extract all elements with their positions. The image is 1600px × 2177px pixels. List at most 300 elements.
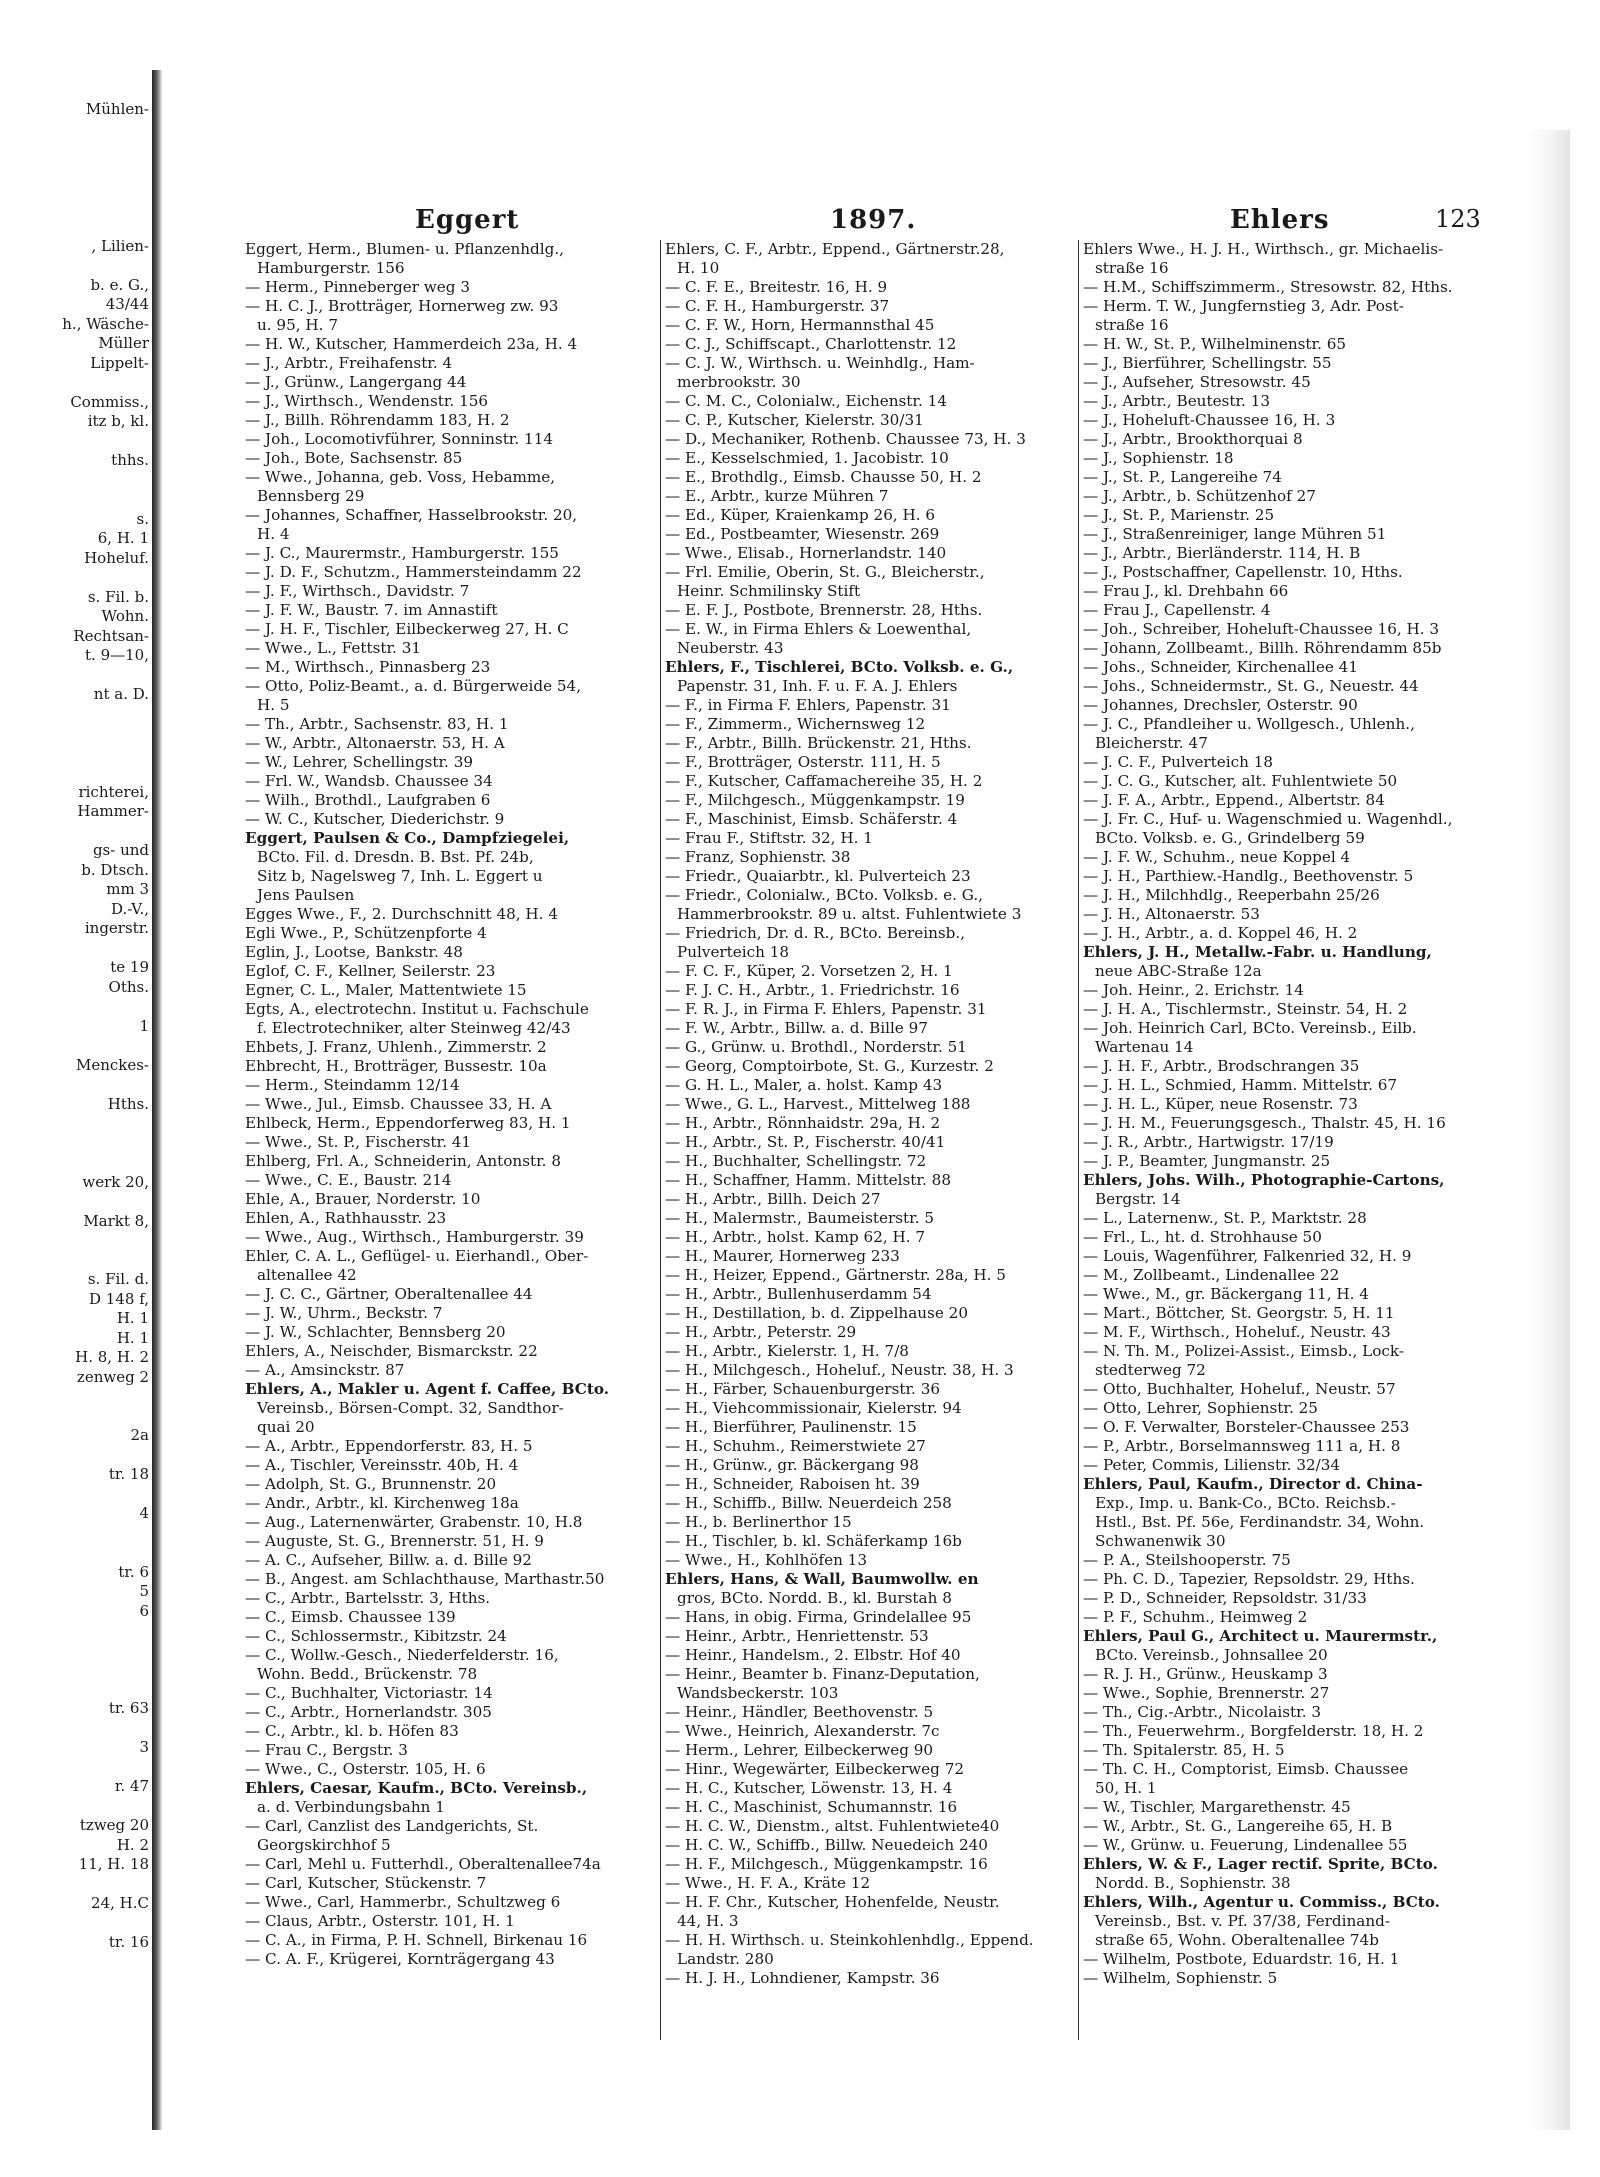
directory-entry-line: — Carl, Canzlist des Landgerichts, St. — [245, 1817, 539, 1835]
directory-entry-line: — P. F., Schuhm., Heimweg 2 — [1083, 1608, 1308, 1626]
left-page-text-fragment: H. 8, H. 2 — [75, 1348, 149, 1366]
directory-entry-line: — Wilh., Brothdl., Laufgraben 6 — [245, 791, 491, 809]
directory-entry-line: Ehlers, Johs. Wilh., Photographie-Cartons, — [1083, 1171, 1445, 1189]
directory-entry-line: — P., Arbtr., Borselmannsweg 111 a, H. 8 — [1083, 1437, 1401, 1455]
left-page-text-fragment: 1 — [139, 1016, 149, 1035]
directory-entry-line: — A. C., Aufseher, Billw. a. d. Bille 92 — [245, 1551, 532, 1569]
directory-entry-line: H. 4 — [257, 525, 290, 543]
directory-entry-line: — F. C. F., Küper, 2. Vorsetzen 2, H. 1 — [665, 962, 953, 980]
directory-entry-line: — Heinr., Händler, Beethovenstr. 5 — [665, 1703, 934, 1721]
directory-entry-line: — J. D. F., Schutzm., Hammersteindamm 22 — [245, 563, 582, 581]
directory-entry-line: — H. C. J., Brotträger, Hornerweg zw. 93 — [245, 297, 559, 315]
left-page-text-fragment — [0, 705, 155, 725]
directory-entry-line: — H., Grünw., gr. Bäckergang 98 — [665, 1456, 919, 1474]
left-page-text-fragment — [0, 120, 155, 140]
directory-entry-line: — Johannes, Schaffner, Hasselbrookstr. 20, — [245, 506, 578, 524]
directory-entry-line: — Adolph, St. G., Brunnenstr. 20 — [245, 1475, 497, 1493]
directory-entry-line: — H., Buchhalter, Schellingstr. 72 — [665, 1152, 927, 1170]
directory-entry-line: Nordd. B., Sophienstr. 38 — [1095, 1874, 1291, 1892]
directory-entry-line: — J., Sophienstr. 18 — [1083, 449, 1234, 467]
directory-entry-line: — Wwe., L., Fettstr. 31 — [245, 639, 422, 657]
left-page-text-fragment — [0, 217, 155, 237]
left-page-text-fragment — [0, 1621, 155, 1641]
directory-entry-line: — J. F., Wirthsch., Davidstr. 7 — [245, 582, 470, 600]
right-page — [170, 150, 1530, 2050]
directory-entry-line: — H., Bierführer, Paulinenstr. 15 — [665, 1418, 917, 1436]
directory-column-2 — [665, 240, 1080, 2040]
directory-entry-line: — N. Th. M., Polizei-Assist., Eimsb., Lock- — [1083, 1342, 1404, 1360]
left-page-text-fragment: thhs. — [111, 451, 149, 469]
left-page-text-fragment: H. 1 — [116, 1328, 149, 1347]
directory-entry-line: — J. Fr. C., Huf- u. Wagenschmied u. Wagenhdl., — [1083, 810, 1453, 828]
directory-entry-line: — C. F. E., Breitestr. 16, H. 9 — [665, 278, 888, 296]
directory-entry-line: Ehlers, W. & F., Lager rectif. Sprite, BCto. — [1083, 1855, 1438, 1873]
directory-entry-line: Vereinsb., Börsen-Compt. 32, Sandthor- — [257, 1399, 564, 1417]
directory-entry-line: — J., Aufseher, Stresowstr. 45 — [1083, 373, 1311, 391]
directory-entry-line: — J. C. G., Kutscher, alt. Fuhlentwiete 50 — [1083, 772, 1398, 790]
directory-entry-line: — J. H. L., Schmied, Hamm. Mittelstr. 67 — [1083, 1076, 1398, 1094]
directory-entry-line: Eggert, Herm., Blumen- u. Pflanzenhdlg., — [245, 240, 564, 258]
directory-column-1 — [245, 240, 665, 2040]
directory-entry-line: — C. J., Schiffscapt., Charlottenstr. 12 — [665, 335, 957, 353]
directory-entry-line: — J. C. F., Pulverteich 18 — [1083, 753, 1274, 771]
scan-margin — [0, 0, 1600, 58]
directory-entry-line: — C., Eimsb. Chaussee 139 — [245, 1608, 456, 1626]
directory-entry-line: — J. F. A., Arbtr., Eppend., Albertstr. 84 — [1083, 791, 1385, 809]
directory-entry-line: — Johs., Schneider, Kirchenallee 41 — [1083, 658, 1358, 676]
directory-entry-line: — H., Tischler, b. kl. Schäferkamp 16b — [665, 1532, 962, 1550]
directory-entry-line: Ehlers Wwe., H. J. H., Wirthsch., gr. Michaelis- — [1083, 240, 1444, 258]
directory-entry-line: — J. C., Pfandleiher u. Wollgesch., Uhlenh., — [1083, 715, 1415, 733]
directory-entry-line: — Frl. W., Wandsb. Chaussee 34 — [245, 772, 493, 790]
directory-entry-line: — F., Zimmerm., Wichernsweg 12 — [665, 715, 926, 733]
left-page-text-fragment — [0, 432, 155, 452]
directory-entry-line: — J. F. W., Baustr. 7. im Annastift — [245, 601, 498, 619]
directory-entry-line: — E. W., in Firma Ehlers & Loewenthal, — [665, 620, 972, 638]
directory-entry-line: — Louis, Wagenführer, Falkenried 32, H. 9 — [1083, 1247, 1412, 1265]
directory-entry-line: — J. H., Altonaerstr. 53 — [1083, 905, 1260, 923]
directory-entry-line: Bergstr. 14 — [1095, 1190, 1181, 1208]
directory-entry-line: Ehlers, A., Makler u. Agent f. Caffee, BCto. — [245, 1380, 609, 1398]
directory-entry-line: stedterweg 72 — [1095, 1361, 1206, 1379]
directory-entry-line: Landstr. 280 — [677, 1950, 774, 1968]
directory-entry-line: Pulverteich 18 — [677, 943, 790, 961]
left-page-text-fragment: 3 — [139, 1738, 149, 1756]
directory-entry-line: — J. C., Maurermstr., Hamburgerstr. 155 — [245, 544, 559, 562]
directory-entry-line: — A., Amsinckstr. 87 — [245, 1361, 405, 1379]
directory-entry-line: BCto. Vereinsb., Johnsallee 20 — [1095, 1646, 1328, 1664]
directory-entry-line: Hammerbrookstr. 89 u. altst. Fuhlentwiete 3 — [677, 905, 1022, 923]
directory-entry-line: — J. H. L., Küper, neue Rosenstr. 73 — [1083, 1095, 1358, 1113]
directory-entry-line: BCto. Volksb. e. G., Grindelberg 59 — [1095, 829, 1365, 847]
directory-entry-line: — Th., Feuerwehrm., Borgfelderstr. 18, H. 2 — [1083, 1722, 1424, 1740]
left-page-text-fragment — [0, 1114, 155, 1134]
left-page-text-fragment: t. 9—10, — [85, 646, 149, 664]
left-page-text-fragment — [0, 1134, 155, 1154]
left-page-text-fragment: mm 3 — [106, 880, 149, 898]
directory-entry-line: — C. J. W., Wirthsch. u. Weinhdlg., Ham- — [665, 354, 975, 372]
directory-entry-line: — J. H., Arbtr., a. d. Koppel 46, H. 2 — [1083, 924, 1358, 942]
left-page-text-fragment: te 19 — [110, 958, 149, 976]
left-page-text-fragment — [0, 1875, 155, 1895]
directory-entry-line: — P. D., Schneider, Repsoldstr. 31/33 — [1083, 1589, 1367, 1607]
directory-entry-line: — R. J. H., Grünw., Heuskamp 3 — [1083, 1665, 1328, 1683]
directory-entry-line: — J. H. F., Arbtr., Brodschrangen 35 — [1083, 1057, 1360, 1075]
left-page-text-fragment — [0, 1485, 155, 1505]
left-page-text-fragment — [0, 724, 155, 744]
directory-entry-line: — C., Arbtr., Bartelsstr. 3, Hths. — [245, 1589, 491, 1607]
left-page-text-fragment: b. Dtsch. — [81, 860, 149, 879]
directory-entry-line: Exp., Imp. u. Bank-Co., BCto. Reichsb.- — [1095, 1494, 1396, 1512]
directory-entry-line: — J. H. A., Tischlermstr., Steinstr. 54, H. 2 — [1083, 1000, 1408, 1018]
directory-entry-line: Papenstr. 31, Inh. F. u. F. A. J. Ehlers — [677, 677, 958, 695]
directory-entry-line: H. 5 — [257, 696, 290, 714]
left-page-text-fragment: 4 — [139, 1504, 149, 1522]
left-page-text-fragment — [0, 471, 155, 491]
directory-entry-line: — Claus, Arbtr., Osterstr. 101, H. 1 — [245, 1912, 515, 1930]
left-page-text-fragment: h., Wäsche- — [62, 314, 149, 333]
directory-entry-line: — H., Arbtr., Rönnhaidstr. 29a, H. 2 — [665, 1114, 941, 1132]
directory-entry-line: — J., Grünw., Langergang 44 — [245, 373, 467, 391]
directory-entry-line: — M., Zollbeamt., Lindenallee 22 — [1083, 1266, 1340, 1284]
directory-entry-line: — J. H. M., Feuerungsgesch., Thalstr. 45, H. 16 — [1083, 1114, 1446, 1132]
directory-entry-line: — J., Postschaffner, Capellenstr. 10, Hths. — [1083, 563, 1403, 581]
left-page-text-fragment — [0, 256, 155, 276]
directory-entry-line: merbrookstr. 30 — [677, 373, 801, 391]
directory-entry-line: — H., Arbtr., holst. Kamp 62, H. 7 — [665, 1228, 926, 1246]
directory-entry-line: — Wilhelm, Postbote, Eduardstr. 16, H. 1 — [1083, 1950, 1400, 1968]
left-page-text-fragment: 6 — [139, 1601, 149, 1620]
directory-entry-line: 50, H. 1 — [1095, 1779, 1157, 1797]
directory-entry-line: — H., Destillation, b. d. Zippelhause 20 — [665, 1304, 968, 1322]
directory-entry-line: — Wwe., C., Osterstr. 105, H. 6 — [245, 1760, 486, 1778]
directory-entry-line: — C., Arbtr., Hornerlandstr. 305 — [245, 1703, 492, 1721]
directory-entry-line: — Wwe., Aug., Wirthsch., Hamburgerstr. 39 — [245, 1228, 584, 1246]
left-page-text-fragment: s. Fil. d. — [87, 1270, 149, 1288]
directory-entry-line: — M. F., Wirthsch., Hoheluf., Neustr. 43 — [1083, 1323, 1391, 1341]
directory-entry-line: — H. C., Kutscher, Löwenstr. 13, H. 4 — [665, 1779, 953, 1797]
left-page-text-fragment: tr. 6 — [118, 1562, 149, 1581]
directory-entry-line: — J. C. C., Gärtner, Oberaltenallee 44 — [245, 1285, 533, 1303]
directory-entry-line: — Wwe., Sophie, Brennerstr. 27 — [1083, 1684, 1330, 1702]
left-page-text-fragment: Hammer- — [77, 802, 149, 820]
directory-entry-line: — H., Schaffner, Hamm. Mittelstr. 88 — [665, 1171, 951, 1189]
left-page-text-fragment: Oths. — [108, 977, 149, 996]
left-page-text-fragment: itz b, kl. — [87, 412, 149, 430]
left-page-text-fragment: Hths. — [107, 1094, 149, 1113]
directory-entry-line: — J. H. F., Tischler, Eilbeckerweg 27, H. C — [245, 620, 569, 638]
directory-entry-line: — Ph. C. D., Tapezier, Repsoldstr. 29, Hths. — [1083, 1570, 1415, 1588]
left-page-fragment — [0, 100, 155, 2110]
left-page-text-fragment: Wohn. — [101, 607, 149, 625]
left-page-text-fragment: ingerstr. — [84, 919, 149, 937]
left-page-text-fragment: Commiss., — [70, 392, 149, 411]
left-page-text-fragment — [0, 1914, 155, 1934]
left-page-text-fragment: tr. 18 — [108, 1465, 149, 1483]
directory-entry-line: — Peter, Commis, Lilienstr. 32/34 — [1083, 1456, 1341, 1474]
directory-entry-line: Ehlers, Wilh., Agentur u. Commiss., BCto. — [1083, 1893, 1440, 1911]
directory-entry-line: Ehle, A., Brauer, Norderstr. 10 — [245, 1190, 481, 1208]
directory-entry-line: — H. C. W., Schiffb., Billw. Neuedeich 240 — [665, 1836, 988, 1854]
left-page-text-fragment: b. e. G., — [90, 275, 149, 294]
directory-entry-line: — G. H. L., Maler, a. holst. Kamp 43 — [665, 1076, 943, 1094]
left-page-text-fragment — [0, 1446, 155, 1466]
directory-entry-line: — C., Arbtr., kl. b. Höfen 83 — [245, 1722, 459, 1740]
directory-entry-line: — H. F. Chr., Kutscher, Hohenfelde, Neustr. — [665, 1893, 1000, 1911]
directory-entry-line: — F., Milchgesch., Müggenkampstr. 19 — [665, 791, 965, 809]
directory-entry-line: — Th., Cig.-Arbtr., Nicolaistr. 3 — [1083, 1703, 1322, 1721]
left-page-text-fragment: zenweg 2 — [76, 1367, 149, 1386]
directory-entry-line: — Wwe., Heinrich, Alexanderstr. 7c — [665, 1722, 940, 1740]
directory-entry-line: — F. W., Arbtr., Billw. a. d. Bille 97 — [665, 1019, 928, 1037]
directory-entry-line: a. d. Verbindungsbahn 1 — [257, 1798, 445, 1816]
directory-entry-line: — Th. Spitalerstr. 85, H. 5 — [1083, 1741, 1285, 1759]
directory-entry-line: — Otto, Poliz-Beamt., a. d. Bürgerweide 54, — [245, 677, 582, 695]
directory-entry-line: — F., Arbtr., Billh. Brückenstr. 21, Hths. — [665, 734, 972, 752]
directory-entry-line: — Wwe., H. F. A., Kräte 12 — [665, 1874, 871, 1892]
directory-entry-line: Wandsbeckerstr. 103 — [677, 1684, 839, 1702]
left-page-text-fragment — [0, 1192, 155, 1212]
page-header — [170, 205, 1530, 245]
left-page-text-fragment: H. 2 — [116, 1835, 149, 1854]
directory-entry-line: — J. H., Parthiew.-Handlg., Beethovenstr. 5 — [1083, 867, 1414, 885]
directory-entry-line: Hstl., Bst. Pf. 56e, Ferdinandstr. 34, Wohn. — [1095, 1513, 1425, 1531]
left-page-text-fragment: 6, H. 1 — [97, 529, 149, 547]
directory-entry-line: — J., Straßenreiniger, lange Mühren 51 — [1083, 525, 1387, 543]
header-left-keyword: Eggert — [415, 205, 520, 235]
directory-entry-line: Ehlers, Caesar, Kaufm., BCto. Vereinsb., — [245, 1779, 588, 1797]
directory-entry-line: — Friedr., Colonialw., BCto. Volksb. e. G., — [665, 886, 983, 904]
header-year: 1897. — [830, 205, 917, 235]
directory-entry-line: — H., Viehcommissionair, Kielerstr. 94 — [665, 1399, 962, 1417]
directory-entry-line: — M., Wirthsch., Pinnasberg 23 — [245, 658, 491, 676]
directory-entry-line: — J., Arbtr., Beutestr. 13 — [1083, 392, 1271, 410]
directory-entry-line: Ehlen, A., Rathhausstr. 23 — [245, 1209, 447, 1227]
left-page-text-fragment — [0, 1407, 155, 1427]
directory-entry-line: — Friedrich, Dr. d. R., BCto. Bereinsb., — [665, 924, 966, 942]
directory-entry-line: straße 16 — [1095, 316, 1169, 334]
directory-entry-line: Wartenau 14 — [1095, 1038, 1194, 1056]
directory-entry-line: Eglin, J., Lootse, Bankstr. 48 — [245, 943, 463, 961]
left-page-text-fragment: s. Fil. b. — [87, 587, 149, 606]
directory-entry-line: — Wwe., St. P., Fischerstr. 41 — [245, 1133, 472, 1151]
directory-entry-line: — W., Grünw. u. Feuerung, Lindenallee 55 — [1083, 1836, 1408, 1854]
directory-entry-line: Bennsberg 29 — [257, 487, 365, 505]
left-page-text-fragment: Müller — [98, 334, 149, 352]
directory-entry-line: — Joh., Locomotivführer, Sonninstr. 114 — [245, 430, 554, 448]
left-page-text-fragment: Lippelt- — [90, 353, 149, 372]
left-page-text-fragment: D 148 f, — [89, 1289, 149, 1308]
left-page-text-fragment — [0, 1797, 155, 1817]
directory-entry-line: — H. C., Maschinist, Schumannstr. 16 — [665, 1798, 958, 1816]
left-page-text-fragment: 2a — [130, 1426, 149, 1444]
page-edge-shadow — [1530, 130, 1570, 2130]
directory-entry-line: — Ed., Küper, Kraienkamp 26, H. 6 — [665, 506, 936, 524]
directory-entry-line: — C. A., in Firma, P. H. Schnell, Birkenau 16 — [245, 1931, 588, 1949]
directory-entry-line: — F., Maschinist, Eimsb. Schäferstr. 4 — [665, 810, 958, 828]
left-page-text-fragment — [0, 178, 155, 198]
directory-entry-line: Ehbets, J. Franz, Uhlenh., Zimmerstr. 2 — [245, 1038, 547, 1056]
directory-entry-line: — Wwe., Elisab., Hornerlandstr. 140 — [665, 544, 947, 562]
directory-entry-line: — O. F. Verwalter, Borsteler-Chaussee 253 — [1083, 1418, 1410, 1436]
left-page-text-fragment — [0, 568, 155, 588]
directory-entry-line: — C. A. F., Krügerei, Kornträgergang 43 — [245, 1950, 555, 1968]
left-page-text-fragment — [0, 1387, 155, 1407]
directory-entry-line: — Frau F., Stiftstr. 32, H. 1 — [665, 829, 873, 847]
left-page-text-fragment: r. 47 — [114, 1777, 149, 1795]
directory-entry-line: — F. R. J., in Firma F. Ehlers, Papenstr. 31 — [665, 1000, 987, 1018]
directory-entry-line: Vereinsb., Bst. v. Pf. 37/38, Ferdinand- — [1095, 1912, 1390, 1930]
directory-entry-line: — J., Arbtr., b. Schützenhof 27 — [1083, 487, 1316, 505]
directory-column-3 — [1083, 240, 1523, 2040]
directory-entry-line: — H., Arbtr., Peterstr. 29 — [665, 1323, 857, 1341]
directory-entry-line: — C., Wollw.-Gesch., Niederfelderstr. 16, — [245, 1646, 559, 1664]
directory-entry-line: Ehlers, C. F., Arbtr., Eppend., Gärtnerstr.28, — [665, 240, 1005, 258]
header-right-keyword: Ehlers — [1230, 205, 1330, 235]
directory-entry-line: — J. R., Arbtr., Hartwigstr. 17/19 — [1083, 1133, 1334, 1151]
directory-entry-line: — E., Arbtr., kurze Mühren 7 — [665, 487, 889, 505]
directory-entry-line: — Wilhelm, Sophienstr. 5 — [1083, 1969, 1278, 1987]
directory-entry-line: — A., Tischler, Vereinsstr. 40b, H. 4 — [245, 1456, 519, 1474]
left-page-text-fragment — [0, 1524, 155, 1544]
left-page-text-fragment — [0, 1231, 155, 1251]
directory-entry-line: — J., St. P., Langereihe 74 — [1083, 468, 1282, 486]
directory-entry-line: Ehbrecht, H., Brotträger, Bussestr. 10a — [245, 1057, 547, 1075]
directory-entry-line: — Johannes, Drechsler, Osterstr. 90 — [1083, 696, 1358, 714]
directory-entry-line: straße 16 — [1095, 259, 1169, 277]
directory-entry-line: Egli Wwe., P., Schützenpforte 4 — [245, 924, 487, 942]
directory-entry-line: — J., Hoheluft-Chaussee 16, H. 3 — [1083, 411, 1336, 429]
left-page-text-fragment: Mühlen- — [85, 100, 149, 118]
directory-entry-line: — Joh. Heinrich Carl, BCto. Vereinsb., Eilb. — [1083, 1019, 1417, 1037]
left-page-text-fragment — [0, 939, 155, 959]
left-page-text-fragment: tr. 63 — [108, 1699, 149, 1717]
left-page-text-fragment — [0, 1153, 155, 1173]
directory-entry-line: — Joh., Schreiber, Hoheluft-Chaussee 16, H. 3 — [1083, 620, 1440, 638]
left-page-text-fragment: 43/44 — [105, 295, 149, 313]
directory-entry-line: — J., Wirthsch., Wendenstr. 156 — [245, 392, 489, 410]
directory-entry-line: Hamburgerstr. 156 — [257, 259, 405, 277]
left-page-text-fragment — [0, 198, 155, 218]
left-page-text-fragment: 5 — [139, 1582, 149, 1600]
directory-entry-line: Ehlberg, Frl. A., Schneiderin, Antonstr. 8 — [245, 1152, 561, 1170]
directory-entry-line: — Frau C., Bergstr. 3 — [245, 1741, 408, 1759]
directory-entry-line: — C. F. W., Horn, Hermannsthal 45 — [665, 316, 935, 334]
directory-entry-line: — Wwe., C. E., Baustr. 214 — [245, 1171, 452, 1189]
directory-entry-line: — Wwe., H., Kohlhöfen 13 — [665, 1551, 868, 1569]
left-page-text-fragment: H. 1 — [116, 1309, 149, 1327]
left-page-text-fragment — [0, 1641, 155, 1661]
directory-entry-line: — Herm., Steindamm 12/14 — [245, 1076, 460, 1094]
left-page-text-fragment: nt a. D. — [93, 685, 149, 703]
directory-entry-line: — H.M., Schiffszimmerm., Stresowstr. 82, Hths. — [1083, 278, 1453, 296]
directory-entry-line: — H. H. Wirthsch. u. Steinkohlenhdlg., Eppend. — [665, 1931, 1034, 1949]
directory-entry-line: Ehlers, A., Neischder, Bismarckstr. 22 — [245, 1342, 538, 1360]
left-page-text-fragment — [0, 490, 155, 510]
directory-entry-line: — C. P., Kutscher, Kielerstr. 30/31 — [665, 411, 924, 429]
directory-entry-line: — W. C., Kutscher, Diederichstr. 9 — [245, 810, 505, 828]
directory-entry-line: — H. F., Milchgesch., Müggenkampstr. 16 — [665, 1855, 988, 1873]
directory-entry-line: — J. W., Uhrm., Beckstr. 7 — [245, 1304, 443, 1322]
directory-entry-line: Eglof, C. F., Kellner, Seilerstr. 23 — [245, 962, 496, 980]
directory-entry-line: — Herm., Lehrer, Eilbeckerweg 90 — [665, 1741, 934, 1759]
directory-entry-line: — Wwe., G. L., Harvest., Mittelweg 188 — [665, 1095, 971, 1113]
directory-entry-line: — J., Arbtr., Bierländerstr. 114, H. B — [1083, 544, 1361, 562]
directory-entry-line: — Andr., Arbtr., kl. Kirchenweg 18a — [245, 1494, 519, 1512]
directory-entry-line: — Otto, Buchhalter, Hoheluf., Neustr. 57 — [1083, 1380, 1396, 1398]
left-page-text-fragment: Hoheluf. — [84, 548, 149, 567]
directory-entry-line: — Johs., Schneidermstr., St. G., Neuestr. 44 — [1083, 677, 1419, 695]
directory-entry-line: — C. M. C., Colonialw., Eichenstr. 14 — [665, 392, 947, 410]
directory-entry-line: — F., Brotträger, Osterstr. 111, H. 5 — [665, 753, 941, 771]
left-page-text-fragment — [0, 744, 155, 764]
directory-entry-line: — B., Angest. am Schlachthause, Marthastr.50 — [245, 1570, 605, 1588]
left-page-text-fragment: Menckes- — [75, 1055, 149, 1074]
directory-entry-line: — J. F. W., Schuhm., neue Koppel 4 — [1083, 848, 1351, 866]
left-page-text-fragment — [0, 1719, 155, 1739]
left-page-text-fragment: richterei, — [78, 782, 149, 801]
directory-entry-line: — Frl. Emilie, Oberin, St. G., Bleicherstr., — [665, 563, 985, 581]
directory-entry-line: — H. W., Kutscher, Hammerdeich 23a, H. 4 — [245, 335, 578, 353]
directory-entry-line: — J. H., Milchhdlg., Reeperbahn 25/26 — [1083, 886, 1380, 904]
directory-entry-line: — H., Arbtr., St. P., Fischerstr. 40/41 — [665, 1133, 946, 1151]
left-page-text-fragment — [0, 139, 155, 159]
directory-entry-line: Georgskirchhof 5 — [257, 1836, 391, 1854]
directory-entry-line: — Heinr., Beamter b. Finanz-Deputation, — [665, 1665, 980, 1683]
directory-entry-line: — Frau J., Capellenstr. 4 — [1083, 601, 1271, 619]
directory-entry-line: — J., Bierführer, Schellingstr. 55 — [1083, 354, 1332, 372]
directory-entry-line: — F., in Firma F. Ehlers, Papenstr. 31 — [665, 696, 951, 714]
left-page-text-fragment — [0, 1543, 155, 1563]
directory-entry-line: — Georg, Comptoirbote, St. G., Kurzestr. 2 — [665, 1057, 994, 1075]
directory-entry-line: Sitz b, Nagelsweg 7, Inh. L. Eggert u — [257, 867, 543, 885]
directory-entry-line: — L., Laternenw., St. P., Marktstr. 28 — [1083, 1209, 1367, 1227]
directory-entry-line: quai 20 — [257, 1418, 315, 1436]
left-page-text-fragment — [0, 159, 155, 179]
directory-entry-line: — Mart., Böttcher, St. Georgstr. 5, H. 11 — [1083, 1304, 1395, 1322]
directory-entry-line: Jens Paulsen — [257, 886, 355, 904]
directory-entry-line: — Carl, Kutscher, Stückenstr. 7 — [245, 1874, 487, 1892]
directory-entry-line: — J., St. P., Marienstr. 25 — [1083, 506, 1275, 524]
left-page-text-fragment — [0, 1660, 155, 1680]
directory-entry-line: — Joh. Heinr., 2. Erichstr. 14 — [1083, 981, 1304, 999]
left-page-text-fragment — [0, 1680, 155, 1700]
directory-entry-line: — Carl, Mehl u. Futterhdl., Oberaltenallee74a — [245, 1855, 601, 1873]
directory-entry-line: — Th. C. H., Comptorist, Eimsb. Chaussee — [1083, 1760, 1409, 1778]
directory-entry-line: — Herm., Pinneberger weg 3 — [245, 278, 470, 296]
directory-entry-line: — H., b. Berlinerthor 15 — [665, 1513, 852, 1531]
left-page-text-fragment — [0, 1758, 155, 1778]
directory-entry-line: — H., Maurer, Hornerweg 233 — [665, 1247, 900, 1265]
directory-entry-line: gros, BCto. Nordd. B., kl. Burstah 8 — [677, 1589, 952, 1607]
directory-entry-line: — E., Kesselschmied, 1. Jacobistr. 10 — [665, 449, 949, 467]
left-page-text-fragment: 24, H.C — [91, 1894, 149, 1912]
directory-entry-line: — F., Kutscher, Caffamachereihe 35, H. 2 — [665, 772, 983, 790]
directory-entry-line: — H., Arbtr., Billh. Deich 27 — [665, 1190, 881, 1208]
directory-entry-line: — Auguste, St. G., Brennerstr. 51, H. 9 — [245, 1532, 544, 1550]
directory-entry-line: Heinr. Schmilinsky Stift — [677, 582, 861, 600]
directory-entry-line: — C., Buchhalter, Victoriastr. 14 — [245, 1684, 493, 1702]
left-page-text-fragment: D.-V., — [111, 899, 149, 918]
directory-entry-line: — C., Schlossermstr., Kibitzstr. 24 — [245, 1627, 507, 1645]
directory-entry-line: — Joh., Bote, Sachsenstr. 85 — [245, 449, 463, 467]
left-page-text-fragment: gs- und — [92, 841, 149, 859]
left-page-text-fragment: Rechtsan- — [73, 626, 149, 645]
left-page-text-fragment — [0, 1036, 155, 1056]
directory-entry-line: straße 65, Wohn. Oberaltenallee 74b — [1095, 1931, 1379, 1949]
directory-entry-line: Ehlers, Paul G., Architect u. Maurermstr., — [1083, 1627, 1438, 1645]
directory-entry-line: — Wwe., Johanna, geb. Voss, Hebamme, — [245, 468, 556, 486]
